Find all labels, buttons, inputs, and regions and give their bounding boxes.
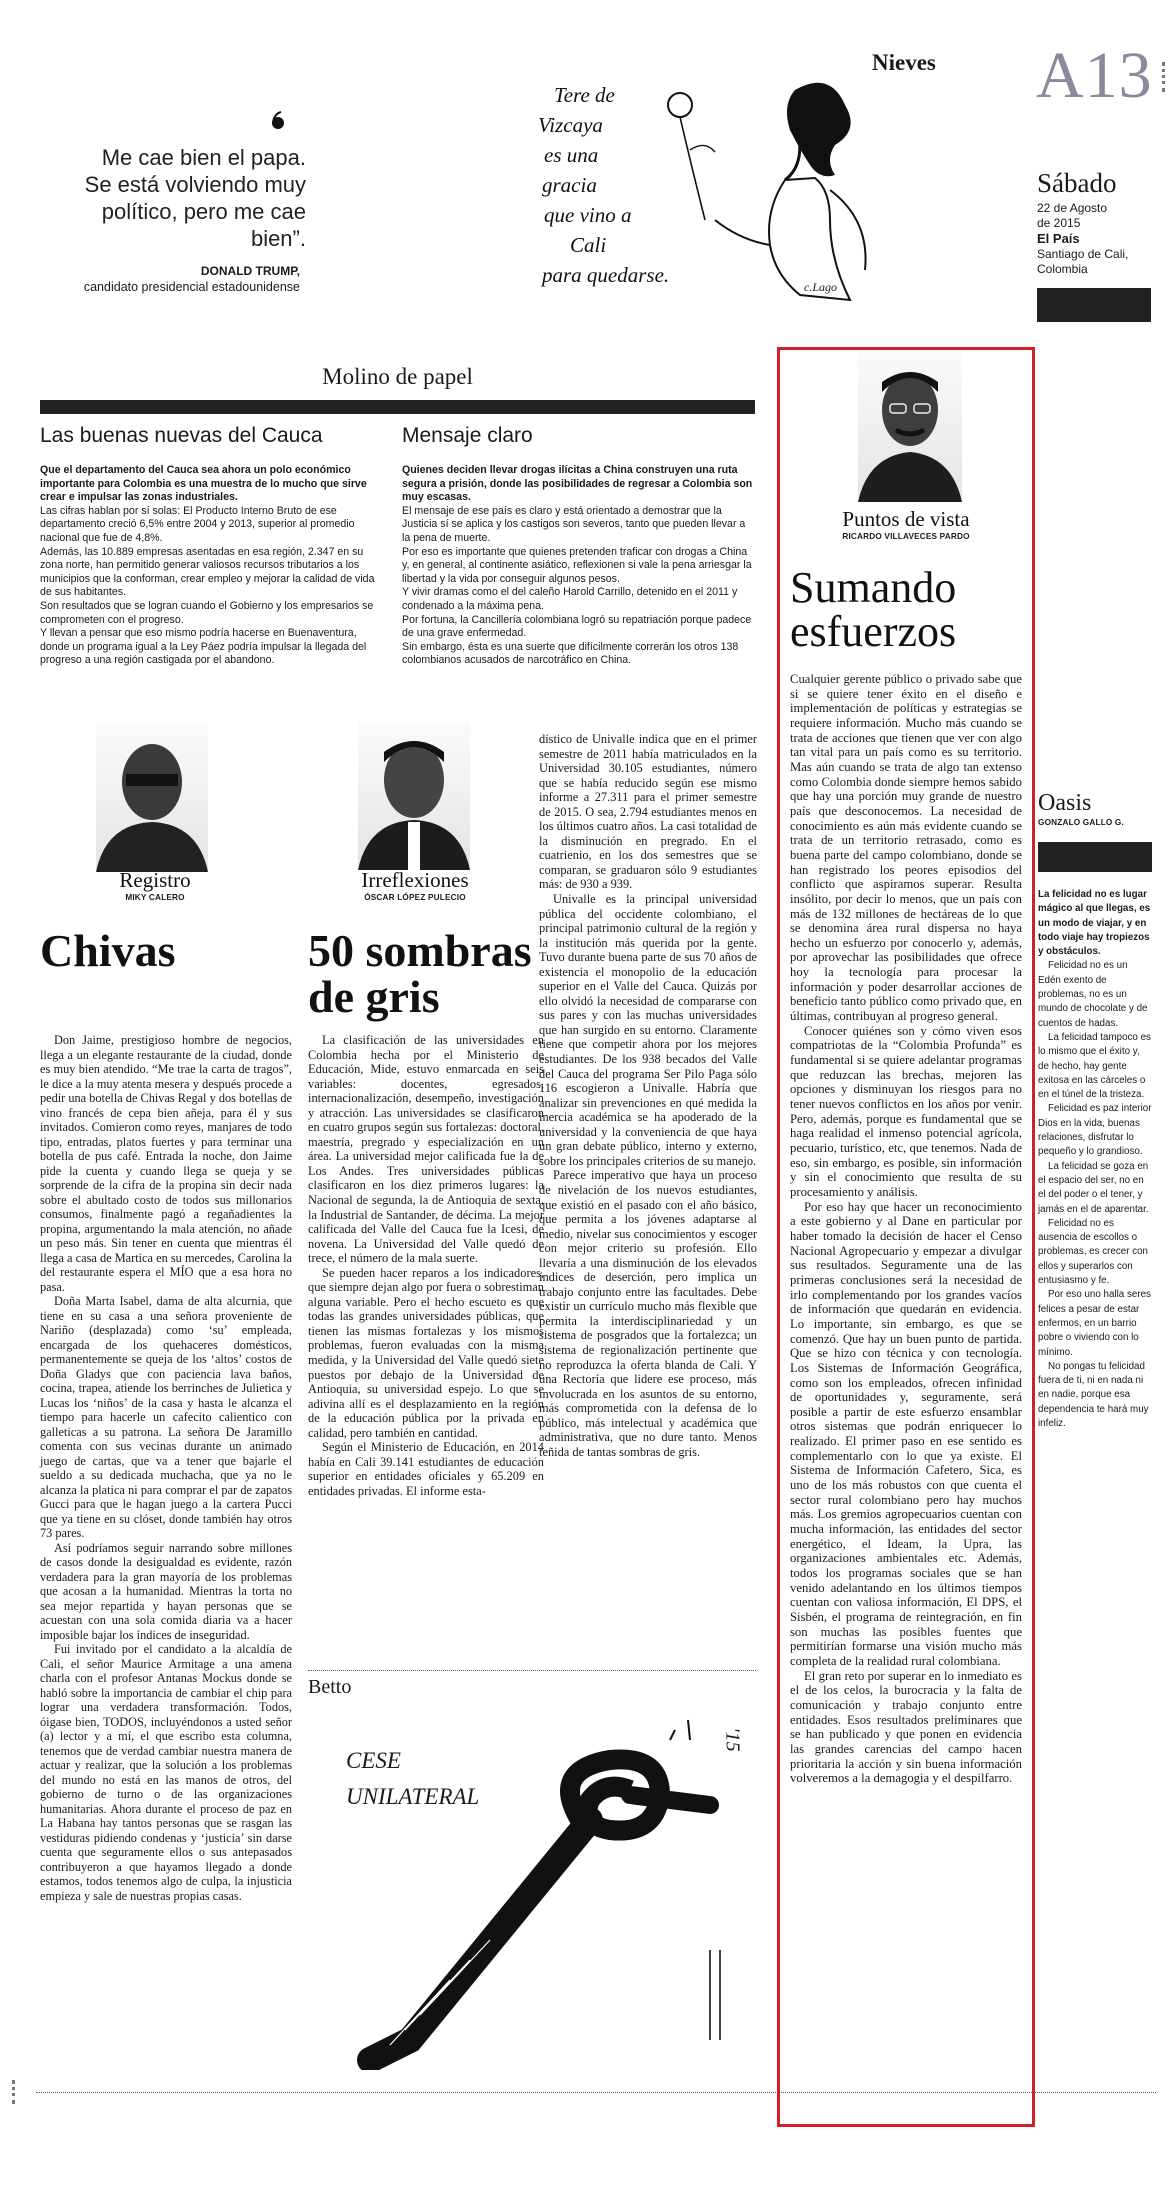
molino-left-headline: Las buenas nuevas del Cauca (40, 424, 323, 447)
registro-p: Así podríamos seguir narrando sobre millones de casos donde la desigualdad es evidente, razón verdadera para la gran mayoría de los problemas que acosan a la humanidad. Mientras la torta no sea mejor repartida y hayan personas que se acuestan con una sola comida diaria va a hacer imposible bajar los índices de inseguridad. (40, 1540, 292, 1642)
puntos-author-photo (858, 352, 962, 502)
molino-left-p: Son resultados que se logran cuando el Gobierno y los empresarios se comprometen con el progreso. (40, 599, 374, 626)
top-cartoon (530, 70, 880, 315)
molino-left-lead: Que el departamento del Cauca sea ahora un polo económico importante para Colombia es una muestra de lo mucho que sirve crear e impulsar las zonas industriales. (40, 464, 367, 504)
registro-author-photo (96, 724, 208, 872)
betto-label: Betto (308, 1676, 352, 1698)
oasis-bar (1038, 842, 1152, 872)
puntos-p: El gran reto por superar en lo inmediato es el de los celos, la burocracia y la falta de comunicación y trabajo conjunto entre entidades. Esos resultados preliminares que se han publicado y que ponen en evidencia las grandes carencias del campo hacen prioritaria la acción y sin buena información volveremos a la demagogia y el despilfarro. (790, 1668, 1022, 1786)
registro-body (40, 1033, 292, 1903)
cartoon-signature: c.Lago (804, 280, 837, 294)
betto-rule (308, 1670, 756, 1671)
irreflexiones-headline: 50 sombras de gris (308, 925, 532, 1022)
paper-name: El País (1037, 231, 1080, 246)
registro-author: MIKY CALERO (125, 893, 185, 902)
betto-text-2: UNILATERAL (346, 1784, 480, 1809)
bottom-rule (36, 2092, 1156, 2093)
city-line: Santiago de Cali, (1037, 247, 1129, 261)
oasis-p: La felicidad tampoco es lo mismo que el éxito y, de hecho, hay gente exitosa en las cárceles o en el túnel de la tristeza. (1038, 1031, 1151, 1101)
irreflexiones-p: Parece imperativo que haya un proceso de nivelación de los nuevos estudiantes, que existió en el pasado con el año básico, que permita a los jóvenes adaptarse al medio, nivelar sus conocimientos y escoger con mejor criterio su profesión. Ello llevaría a una disminución de los elevados índices de deserción, pero implica un trabajo conjunto entre las facultades. Debe existir un currículo mucho más flexible que permita la interdisciplinariedad y un sistema de posgrados que la fortalezca; un sistema de regionalización pertinente que no reproduzca la oferta blanda de Cali. Y una Rectoría que lidere ese proceso, más involucrada en los asuntos de su entorno, más comprometida con la defensa de lo público, más intelectual y académica que administrativa, que no dure tanto. Menos teñida de tantas sombras de gris. (539, 1168, 757, 1459)
left-edge-dots (12, 2080, 15, 2104)
puntos-headline: Sumando esfuerzos (790, 563, 957, 656)
oasis-p: Por eso uno halla seres felices a pesar de estar enfermos, en un barrio pobre o viviendo con lo mínimo. (1038, 1289, 1151, 1358)
cartoon-line: Vizcaya (538, 113, 603, 137)
day-name: Sábado (1037, 168, 1117, 198)
registro-p: Don Jaime, prestigioso hombre de negocios, llega a un elegante restaurante de la ciudad, donde es muy bien atendido. “Me trae la carta de tragos”, le dice a la muy atenta mesera y después procede a pedir una botella de Chivas Regal y dos botellas de vino francés de cepa bien añeja, para él y sus invitados. Comieron como reyes, manjares de todo tipo, entradas, platos fuertes y para terminar una botella de pus café. Entrada la noche, don Jaime pide la cuenta y cuando llega se queja y se sorprende de la cifra de la propina sin decir nada sobre el abultado costo de todos sus millonarios consumos, finalmente pagó a regañadientes la propina, argumentando la mala atención, no añade un peso más. Sin tener en cuenta que mientras él llega a casa de Martica en su mercedes, Carolina la del restaurante espera el MÍO que a esa hora no pasa. (40, 1033, 292, 1294)
molino-right (402, 424, 754, 668)
date-bar (1037, 288, 1151, 322)
quote-role: candidato presidencial estadounidense (83, 280, 300, 294)
molino-left-p: Las cifras hablan por sí solas: El Producto Interno Bruto de ese departamento creció 6,5% entre 2004 y 2013, superior al promedio nacional que fue de 4,8%. (40, 504, 355, 544)
molino-left (40, 424, 385, 668)
molino-right-headline: Mensaje claro (402, 424, 533, 447)
irreflexiones-p: La clasificación de las universidades en Colombia hecha por el Ministerio de Educación, Mide, estuvo enmarcada en seis variables: docentes, egresados, internacionalización, desempeño, investigación y atracción. Las universidades se clasificaron en cuatro grupos según sus fortalezas: doctoral, maestría, pregrado y especialización en un área. La universidad mejor calificada fue la de Los Andes. Tres universidades públicas clasificaron en los diez primeros lugares: la Nacional de segunda, la de Antioquia de sexta, la Industrial de Santander, de décima. La mejor calificada del Valle del Cauca fue la Icesi, de novena. La Universidad del Valle quedó de trece, el número de la mala suerte. (308, 1033, 544, 1266)
oasis-p: La felicidad se goza en el espacio del ser, no en el del poder o el tener, y jamás en el de aparentar. (1038, 1160, 1149, 1215)
registro-headline: Chivas (40, 925, 176, 976)
oasis-column-name: Oasis (1038, 790, 1092, 816)
puntos-p: Por eso hay que hacer un reconocimiento a este gobierno y al Dane en particular por haber tomado la decisión de hacer el Censo Nacional Agropecuario y empezar a divulgar sus resultados. Seguramente una de las primeras conclusiones será la necesidad de irlo complementando por los grandes vacíos de información que quedarán en evidencia. Lo importante, sin embargo, es que se comenzó. Que hay un buen punto de partida. Que se hizo con técnica y con tecnología. Los Sistemas de Información Geográfica, como son los empleados, ofrecen infinidad de oportunidades y, seguramente, será posible a partir de este esfuerzo ensamblar otros sistemas que podrán enriquecer lo realizado. El primer paso en ese sentido es complementarlo con lo que ya existe. El Sistema de Información Cafetero, Sica, es uno de los más robustos con que cuenta el sector rural colombiano pero hay muchos más. Los gremios agropecuarios cuentan con mucha información, las entidades del sector energético, el Ideam, la Upra, las organizaciones ambientales etc. Además, todos los programas sociales que se han venido adelantando en los últimos tiempos cuentan con valiosa información, El DPS, el Sisbén, el programa de reintegración, en fin son muchas las posibles fuentes que permitirían formarse una visión mucho más completa de la realidad rural colombiana. (790, 1199, 1022, 1668)
oasis-body (1038, 888, 1152, 1431)
puntos-author: RICARDO VILLAVECES PARDO (842, 532, 970, 541)
page-number: A13 (1036, 39, 1153, 112)
oasis-p: Felicidad es paz interior Dios en la vida, buenas relaciones, disfrutar lo pequeño y lo grandioso. (1038, 1103, 1152, 1158)
registro-column-name: Registro (119, 868, 191, 892)
molino-right-p: Y vivir dramas como el del caleño Harold Carrillo, detenido en el 2011 y condenado a la máxima pena. (402, 586, 738, 612)
oasis-p: Felicidad no es un Edén exento de problemas, no es un mundo de chocolate y de cuentos de hadas. (1038, 960, 1148, 1029)
irreflexiones-author-photo (358, 722, 470, 870)
puntos-p: Cualquier gerente público o privado sabe que si se quiere tener éxito en el diseño e implementación de políticas y estrategias se requiere información. Mucho más cuando se trata de acciones que tienen que ver con algo tan vital para un país como es su territorio. Mas aún cuando se trata de algo tan extenso como Colombia donde siempre hemos sabido que hay una porción muy grande de nuestro país que desconocemos. La necesidad de conocimiento es aún más evidente cuando se trata de un territorio retrasado, como es buena parte del campo colombiano, donde se han registrado los peores episodios del conflicto que aspiramos superar. Resulta insólito, por decir lo menos, que un país con más de 132 millones de hectáreas de lo que se denomina área rural dispersa no haya hecho un esfuerzo por conocerlo y, además, por aprovechar las posibilidades que ofrece hoy la tecnología para procesar la información y poder desarrollar acciones de beneficio tanto público como privado que, en últimas, contribuyan al progreso general. (790, 672, 1022, 1024)
irreflexiones-p: Univalle es la principal universidad pública del occidente colombiano, el principal patrimonio cultural de la región y la institución más querida por la gente. Tuvo durante buena parte de sus 70 años de existencia el monopolio de la educación superior en el Valle del Cauca. Quizás por ello olvidó la necesidad de compararse con sus pares y con las muchas universidades que han surgido en su entorno. Claramente tiene que competir ahora por los mejores estudiantes. De los 938 becados del Valle del Cauca del programa Ser Pilo Paga sólo 116 escogieron a Univalle. Habría que analizar sin prevenciones en qué medida la inercia académica se ha apoderado de la universidad y la conveniencia de que haya un gran debate público, interno y externo, sobre los principales criterios de su manejo. (539, 892, 757, 1168)
irreflexiones-p: Se pueden hacer reparos a los indicadores, que siempre dejan algo por fuera o sobrestiman alguna variable. Pero el hecho escueto es que todas las grandes universidades públicas, que tienen las mismas fortalezas y los mismos problemas, fueron evaluadas con la misma medida, y la Universidad del Valle quedó siete puestos por debajo de la Universidad de Antioquia, su universidad espejo. Lo que se adivina allí es el desplazamiento en la región de la educación pública por la privada en calidad, pero también en cantidad. (308, 1265, 544, 1440)
irreflexiones-author: ÓSCAR LÓPEZ PULECIO (364, 893, 466, 902)
date-line: 22 de Agosto (1037, 201, 1108, 215)
quote-text: Me cae bien el papa. Se está volviendo muy político, pero me cae bien”. (84, 145, 306, 251)
year-line: de 2015 (1037, 216, 1081, 230)
country-line: Colombia (1037, 262, 1088, 276)
molino-left-p: Además, las 10.889 empresas asentadas en esa región, 2.347 en su zona norte, han permitido generar valiosos recursos tributarios a los municipios que la conforman, crear empleo y mejorar la calidad de vida de sus habitantes. (40, 545, 375, 599)
molino-right-p: Por fortuna, la Cancillería colombiana logró su repatriación porque padece de una grave enfermedad. (402, 613, 752, 640)
puntos-p: Conocer quiénes son y cómo viven esos compatriotas de la “Colombia Profunda” es fundamental si se quiere adelantar programas que reduzcan las brechas, mejoren las opciones y disminuyan los riesgos para no tener nuevos conflictos en los años por venir. Pero, además, porque es fundamental que se haga realidad el inmenso potencial agrícola, pecuario, turístico, etc, que tenemos. Nada de eso, sin embargo, es posible, sin información y sin el conocimiento que resulta de su procesamiento y análisis. (790, 1023, 1022, 1199)
cartoon-line: para quedarse. (542, 263, 670, 287)
molino-right-p: Por eso es importante que quienes pretenden traficar con drogas a China y, en general, al continente asiático, reflexionen si vale la pena arriesgar la libertad y la vida por conseguir algunos pesos. (402, 545, 752, 585)
irreflexiones-body-b (539, 732, 757, 1459)
registro-p: Doña Marta Isabel, dama de alta alcurnia, que tiene en su casa a una señora proveniente de Nariño (desplazada) como ‘su’ empleada, encargada de los quehaceres domésticos, permanentemente se queja de los ‘altos’ costos de Doña Gladys que con paciencia lava baños, cocina, trapea, atiende los berrinches de Julietica y Lucas los ‘niños’ de la casa y hasta le alcanza el tiempo para hacerle un cafecito calientico con galleticas a su patrona. La señora De Jaramillo comenta con sus vecinas durante un animado juego de cartas, que va a tener que bajarle el sueldo a su dedicada muchacha, que ya no le alcanza la platica ni para comprar el par de zapatos Gucci para que le hagan juego a la cartera Pucci que ya tiene en su clóset, donde también hay otros 73 pares. (40, 1294, 292, 1540)
irreflexiones-p: Según el Ministerio de Educación, en 2014 había en Cali 39.141 estudiantes de educación superior en entidades oficiales y 65.209 en entidades privadas. El informe esta- (308, 1440, 544, 1498)
irreflexiones-body-a (308, 1033, 544, 1499)
molino-title: Molino de papel (322, 364, 473, 389)
molino-right-lead: Quienes deciden llevar drogas ilícitas a China construyen una ruta segura a prisión, donde las posibilidades de regresar a Colombia son muy escasas. (402, 464, 753, 504)
cartoon-handwriting (530, 80, 720, 290)
irreflexiones-p: dístico de Univalle indica que en el primer semestre de 2011 había matriculados en la Universidad 30.105 estudiantes, número que se había reducido según ese mismo informe a 27.311 para el primer semestre de 2015. O sea, 2.794 estudiantes menos en los últimos cuatro años. La casi totalidad de la disminución en pregrado. En el cuatrienio, en los dos semestres que se comparan, se graduaron sólo 9 estudiantes más: de 930 a 939. (539, 732, 757, 892)
oasis-lead: La felicidad no es lugar mágico al que llegas, es un modo de viajar, y en todo viaje hay tropiezos y obstáculos. (1038, 889, 1151, 958)
molino-left-p: Y llevan a pensar que eso mismo podría hacerse en Buenaventura, donde un programa igual a la Ley Páez podría impulsar la llegada del progreso a una región castigada por el abandono. (40, 627, 367, 667)
date-block (1037, 168, 1167, 277)
page-number-dots (1162, 62, 1165, 92)
quote-mark-icon (270, 110, 284, 130)
cartoon-line: Cali (570, 233, 607, 257)
molino-right-p: El mensaje de ese país es claro y está orientado a demostrar que la Justicia sí se aplica y los castigos son severos, tanto que pueden llevar a la pena de muerte. (402, 504, 746, 544)
molino-bar (40, 400, 755, 414)
cartoon-line: Tere de (554, 83, 615, 107)
irreflexiones-column-name: Irreflexiones (361, 868, 469, 892)
cartoon-line: gracia (542, 173, 597, 197)
betto-cartoon (330, 1700, 750, 2070)
oasis-author: GONZALO GALLO G. (1038, 818, 1124, 827)
molino-right-p: Sin embargo, ésta es una suerte que difícilmente correrán los otros 138 colombianos acusados de narcotráfico en China. (402, 640, 739, 667)
puntos-column-name: Puntos de vista (842, 507, 970, 531)
quote-author: DONALD TRUMP, (200, 264, 300, 278)
cartoon-line: que vino a (544, 203, 632, 227)
betto-text-1: CESE (346, 1748, 401, 1773)
betto-year-mark: '15 (721, 1727, 744, 1752)
cartoon-line: es una (544, 143, 599, 167)
oasis-p: Felicidad no es ausencia de escollos o problemas, es crecer con ellos y superarlos con entusiasmo y fe. (1038, 1217, 1148, 1287)
puntos-body (790, 672, 1022, 1786)
oasis-p: No pongas tu felicidad fuera de ti, ni en nada ni en nadie, porque esa dependencia te hará muy infeliz. (1038, 1360, 1149, 1429)
registro-p: Fui invitado por el candidato a la alcaldía de Cali, el señor Maurice Armitage a una amena charla con el profesor Antanas Mockus donde se habló sobre la importancia de cambiar el chip para lograr una verdadera transformación. Todos, óigase bien, TODOS, incluyéndonos a usted señor (a) lector y a mí, el que escribo esta columna, tenemos que de verdad cambiar nuestra manera de actuar y realizar, que la solución a los problemas del mundo no está en las manos de otros, del gobierno de turno o de las organizaciones humanitarias. Ahora durante el proceso de paz en La Habana hay tantos personas que se rasgan las vestiduras pidiendo condenas y ‘justicia’ sin darse cuenta que seguramente ellos o sus antepasados contribuyeron a que hayamos llegado a donde estamos, todos tenemos algo de culpa, la injusticia empieza y sale de nuestras propias casas. (40, 1642, 292, 1903)
section-name: Nieves (872, 50, 936, 75)
